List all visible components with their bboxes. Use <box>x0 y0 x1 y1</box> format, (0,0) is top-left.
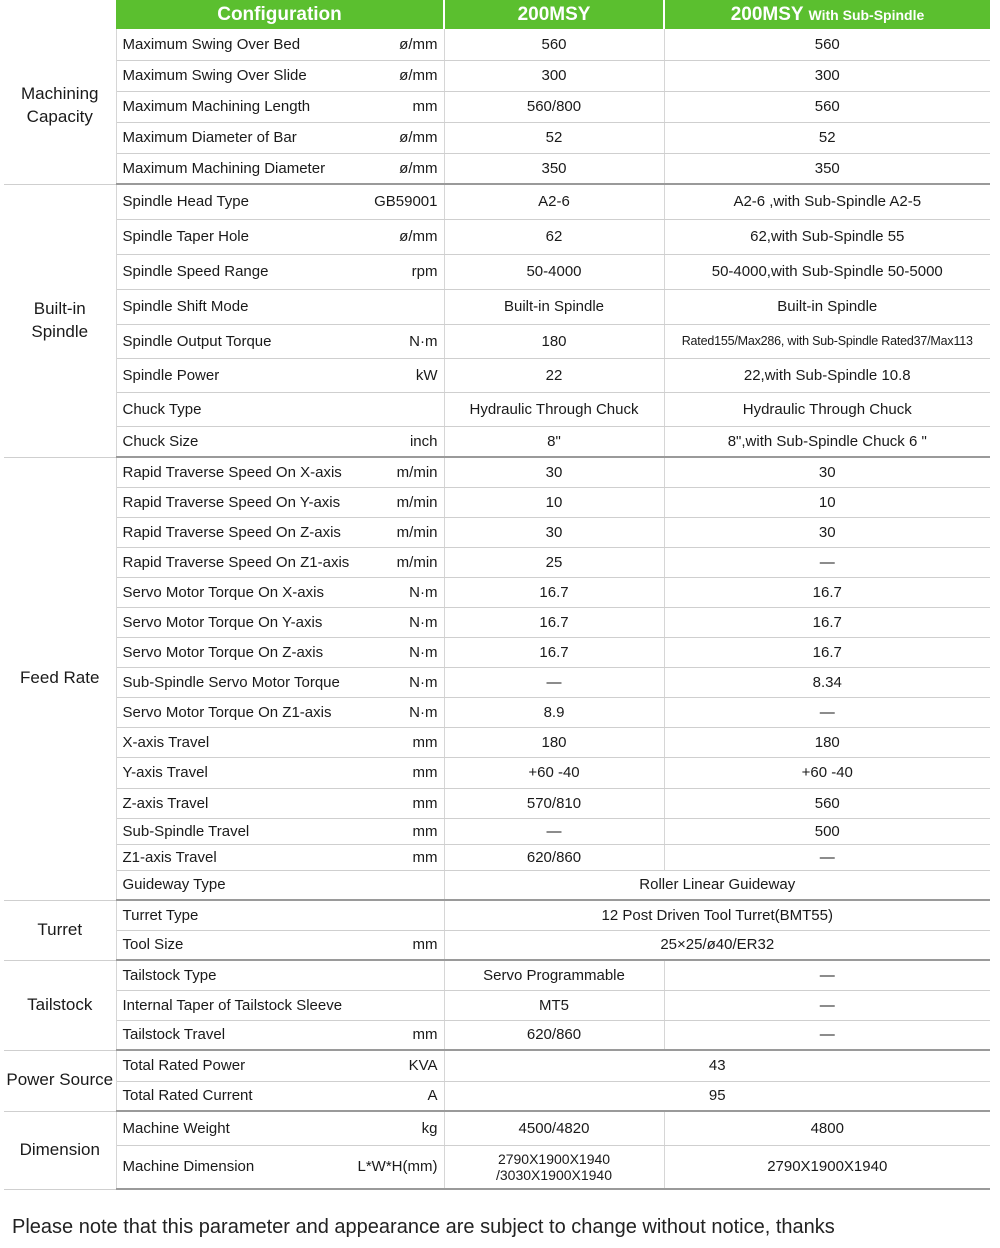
param-cell <box>116 844 444 870</box>
value-model-1: 52 <box>444 122 664 153</box>
param-unit: inch <box>409 432 438 450</box>
table-row <box>4 547 990 577</box>
table-row <box>4 1020 990 1050</box>
table-row <box>4 153 990 184</box>
value-model-1: Servo Programmable <box>444 960 664 990</box>
table-row <box>4 727 990 757</box>
param-name: Sub-Spindle Travel <box>122 822 250 840</box>
param-unit: ø/mm <box>399 67 438 84</box>
table-row <box>4 900 990 930</box>
param-unit: mm <box>412 936 438 954</box>
value-model-2: 16.7 <box>664 607 990 637</box>
value-line: /3030X1900X1940 <box>496 1166 612 1183</box>
param-unit: mm <box>412 822 438 840</box>
param-name: Spindle Head Type <box>122 193 249 211</box>
param-unit: mm <box>412 794 438 812</box>
table-row <box>4 930 990 960</box>
param-cell <box>116 637 444 667</box>
param-unit: GB59001 <box>374 193 438 211</box>
param-cell <box>116 29 444 60</box>
param-cell <box>116 667 444 697</box>
value-model-1: 30 <box>444 517 664 547</box>
table-row <box>4 358 990 392</box>
param-name: Tool Size <box>122 936 184 954</box>
value-model-2: 62,with Sub-Spindle 55 <box>664 219 990 254</box>
value-model-2: — <box>664 1020 990 1050</box>
param-name: Rapid Traverse Speed On Y-axis <box>122 493 341 511</box>
param-name: Total Rated Current <box>122 1087 253 1105</box>
value-model-2: 52 <box>664 122 990 153</box>
param-cell <box>116 1081 444 1111</box>
value-model-2: +60 -40 <box>664 757 990 788</box>
param-unit: N·m <box>409 673 438 691</box>
param-unit: N·m <box>409 613 438 631</box>
value-lines <box>451 1151 658 1183</box>
param-cell <box>116 219 444 254</box>
param-unit: ø/mm <box>399 35 438 53</box>
table-row <box>4 254 990 289</box>
table-row <box>4 91 990 122</box>
value-model-2: 16.7 <box>664 577 990 607</box>
value-model-1: A2-6 <box>444 184 664 219</box>
param-cell <box>116 426 444 457</box>
table-row <box>4 990 990 1020</box>
value-model-1: 22 <box>444 358 664 392</box>
value-model-2: 10 <box>664 487 990 517</box>
param-cell <box>116 697 444 727</box>
merged-value: 25×25/ø40/ER32 <box>444 930 990 960</box>
param-unit: mm <box>412 848 438 866</box>
header-model-2-suffix: With Sub-Spindle <box>808 6 925 23</box>
param-name: Servo Motor Torque On X-axis <box>122 583 324 601</box>
value-model-1: 16.7 <box>444 607 664 637</box>
param-cell <box>116 1111 444 1145</box>
value-model-1 <box>444 1145 664 1189</box>
param-unit: N·m <box>409 643 438 661</box>
value-model-1: Built-in Spindle <box>444 289 664 324</box>
value-model-1: Hydraulic Through Chuck <box>444 392 664 426</box>
param-unit: mm <box>412 764 438 781</box>
value-model-2: A2-6 ,with Sub-Spindle A2-5 <box>664 184 990 219</box>
param-name: Y-axis Travel <box>122 764 208 781</box>
param-name: Turret Type <box>122 906 199 924</box>
param-cell <box>116 392 444 426</box>
value-model-1: 8" <box>444 426 664 457</box>
param-unit: L*W*H(mm) <box>357 1158 438 1176</box>
value-model-1: MT5 <box>444 990 664 1020</box>
table-row <box>4 1111 990 1145</box>
param-cell <box>116 960 444 990</box>
param-name: Spindle Power <box>122 366 220 384</box>
table-row <box>4 757 990 788</box>
value-model-2: — <box>664 547 990 577</box>
merged-value: Roller Linear Guideway <box>444 870 990 900</box>
value-model-1: 180 <box>444 727 664 757</box>
value-model-1: 4500/4820 <box>444 1111 664 1145</box>
table-row <box>4 122 990 153</box>
value-model-2: — <box>664 844 990 870</box>
param-unit: mm <box>412 733 438 751</box>
param-name: Spindle Shift Mode <box>122 298 249 315</box>
value-model-1: 560/800 <box>444 91 664 122</box>
param-name: Rapid Traverse Speed On Z-axis <box>122 523 341 541</box>
group-label: Feed Rate <box>4 457 116 900</box>
value-model-2: — <box>664 960 990 990</box>
param-cell <box>116 1020 444 1050</box>
table-row <box>4 324 990 358</box>
param-cell <box>116 254 444 289</box>
param-cell <box>116 818 444 844</box>
value-model-1: 16.7 <box>444 577 664 607</box>
param-name: Maximum Machining Length <box>122 98 311 115</box>
param-cell <box>116 153 444 184</box>
param-name: Spindle Speed Range <box>122 263 269 280</box>
param-cell <box>116 487 444 517</box>
value-model-2: Rated155/Max286, with Sub-Spindle Rated37/Max113 <box>664 324 990 358</box>
value-model-1: +60 -40 <box>444 757 664 788</box>
table-row <box>4 870 990 900</box>
param-cell <box>116 517 444 547</box>
header-model-1: 200MSY <box>444 0 664 29</box>
footnote: Please note that this parameter and appearance are subject to change without notice, thanks <box>12 1216 835 1238</box>
value-model-2: 4800 <box>664 1111 990 1145</box>
spec-table <box>4 0 990 1190</box>
param-unit: m/min <box>396 493 438 511</box>
param-name: X-axis Travel <box>122 733 210 751</box>
group-label: Built-in Spindle <box>4 184 116 457</box>
table-row <box>4 1081 990 1111</box>
param-name: Maximum Swing Over Slide <box>122 67 307 84</box>
param-name: Tailstock Type <box>122 966 217 984</box>
value-model-1: 30 <box>444 457 664 487</box>
param-name: Maximum Machining Diameter <box>122 159 326 177</box>
value-model-1: 50-4000 <box>444 254 664 289</box>
header-model-2 <box>664 0 990 29</box>
value-model-1: 350 <box>444 153 664 184</box>
param-unit: ø/mm <box>399 129 438 146</box>
param-unit: KVA <box>408 1057 438 1075</box>
header-configuration: Configuration <box>116 0 444 29</box>
param-cell <box>116 358 444 392</box>
value-model-2: 560 <box>664 788 990 818</box>
table-row <box>4 960 990 990</box>
group-label: Machining Capacity <box>4 29 116 184</box>
param-cell <box>116 757 444 788</box>
param-cell <box>116 870 444 900</box>
value-model-1: 570/810 <box>444 788 664 818</box>
value-model-2: 30 <box>664 457 990 487</box>
value-model-2: — <box>664 990 990 1020</box>
table-row <box>4 1145 990 1189</box>
table-row <box>4 667 990 697</box>
value-model-2: — <box>664 697 990 727</box>
table-row <box>4 788 990 818</box>
param-unit: N·m <box>409 703 438 721</box>
value-model-2: 50-4000,with Sub-Spindle 50-5000 <box>664 254 990 289</box>
value-model-1: 300 <box>444 60 664 91</box>
value-model-1: 560 <box>444 29 664 60</box>
param-cell <box>116 289 444 324</box>
param-cell <box>116 60 444 91</box>
param-name: Servo Motor Torque On Z1-axis <box>122 703 332 721</box>
param-cell <box>116 577 444 607</box>
table-row <box>4 637 990 667</box>
table-row <box>4 517 990 547</box>
param-cell <box>116 91 444 122</box>
param-cell <box>116 122 444 153</box>
table-row <box>4 392 990 426</box>
merged-value: 95 <box>444 1081 990 1111</box>
param-unit: m/min <box>396 553 438 571</box>
value-model-2: 560 <box>664 29 990 60</box>
table-row <box>4 577 990 607</box>
value-model-1: 8.9 <box>444 697 664 727</box>
table-row <box>4 219 990 254</box>
value-model-1: — <box>444 667 664 697</box>
param-name: Maximum Diameter of Bar <box>122 129 297 146</box>
param-name: Spindle Output Torque <box>122 332 272 350</box>
param-unit: kg <box>421 1119 438 1137</box>
group-label: Turret <box>4 900 116 960</box>
value-model-1: — <box>444 818 664 844</box>
table-row <box>4 818 990 844</box>
value-line: 2790X1900X1940 <box>497 1150 611 1167</box>
header-blank <box>4 0 116 29</box>
param-name: Servo Motor Torque On Y-axis <box>122 613 323 631</box>
param-name: Sub-Spindle Servo Motor Torque <box>122 673 340 691</box>
param-name: Machine Weight <box>122 1119 230 1137</box>
group-label: Power Source <box>4 1050 116 1111</box>
header-model-2-name: 200MSY <box>730 3 804 25</box>
table-row <box>4 426 990 457</box>
table-row <box>4 1050 990 1081</box>
value-model-1: 620/860 <box>444 1020 664 1050</box>
param-cell <box>116 900 444 930</box>
value-model-2: 500 <box>664 818 990 844</box>
param-name: Tailstock Travel <box>122 1026 226 1044</box>
value-model-1: 620/860 <box>444 844 664 870</box>
param-name: Machine Dimension <box>122 1158 255 1176</box>
header-row <box>4 0 990 29</box>
table-row <box>4 60 990 91</box>
param-name: Servo Motor Torque On Z-axis <box>122 643 324 661</box>
value-model-2: 560 <box>664 91 990 122</box>
param-cell <box>116 607 444 637</box>
param-name: Rapid Traverse Speed On Z1-axis <box>122 553 350 571</box>
table-row <box>4 457 990 487</box>
param-unit: mm <box>412 98 438 115</box>
param-name: Z1-axis Travel <box>122 848 217 866</box>
value-model-2: 180 <box>664 727 990 757</box>
value-model-2: 300 <box>664 60 990 91</box>
merged-value: 43 <box>444 1050 990 1081</box>
param-unit: ø/mm <box>399 228 438 245</box>
table-row <box>4 487 990 517</box>
value-model-2: 30 <box>664 517 990 547</box>
param-name: Chuck Size <box>122 432 199 450</box>
param-unit: mm <box>412 1026 438 1044</box>
param-cell <box>116 1145 444 1189</box>
param-cell <box>116 930 444 960</box>
param-name: Guideway Type <box>122 876 226 894</box>
param-cell <box>116 788 444 818</box>
param-unit: rpm <box>411 263 438 280</box>
value-model-1: 25 <box>444 547 664 577</box>
value-model-2: 16.7 <box>664 637 990 667</box>
value-model-2: 8.34 <box>664 667 990 697</box>
table-row <box>4 29 990 60</box>
value-model-1: 10 <box>444 487 664 517</box>
value-model-2: Built-in Spindle <box>664 289 990 324</box>
param-cell <box>116 324 444 358</box>
param-unit: m/min <box>396 523 438 541</box>
param-cell <box>116 990 444 1020</box>
value-model-1: 16.7 <box>444 637 664 667</box>
value-model-2: 350 <box>664 153 990 184</box>
param-cell <box>116 547 444 577</box>
table-row <box>4 607 990 637</box>
table-row <box>4 184 990 219</box>
table-row <box>4 289 990 324</box>
value-model-2: 22,with Sub-Spindle 10.8 <box>664 358 990 392</box>
group-label: Dimension <box>4 1111 116 1189</box>
param-unit: N·m <box>409 583 438 601</box>
param-name: Internal Taper of Tailstock Sleeve <box>122 996 343 1014</box>
value-model-2: Hydraulic Through Chuck <box>664 392 990 426</box>
param-unit: A <box>427 1087 438 1105</box>
param-cell <box>116 184 444 219</box>
param-name: Rapid Traverse Speed On X-axis <box>122 463 342 481</box>
param-name: Z-axis Travel <box>122 794 209 812</box>
table-row <box>4 697 990 727</box>
param-unit: ø/mm <box>399 159 438 177</box>
param-name: Maximum Swing Over Bed <box>122 35 301 53</box>
param-unit: N·m <box>409 332 438 350</box>
param-name: Chuck Type <box>122 400 202 418</box>
param-cell <box>116 727 444 757</box>
value-model-1: 180 <box>444 324 664 358</box>
value-model-1: 62 <box>444 219 664 254</box>
param-cell <box>116 1050 444 1081</box>
param-name: Spindle Taper Hole <box>122 228 249 245</box>
merged-value: 12 Post Driven Tool Turret(BMT55) <box>444 900 990 930</box>
param-name: Total Rated Power <box>122 1057 246 1075</box>
param-cell <box>116 457 444 487</box>
group-label: Tailstock <box>4 960 116 1050</box>
value-model-2: 2790X1900X1940 <box>664 1145 990 1189</box>
value-model-2: 8",with Sub-Spindle Chuck 6 " <box>664 426 990 457</box>
table-row <box>4 844 990 870</box>
param-unit: kW <box>415 366 438 384</box>
param-unit: m/min <box>396 463 438 481</box>
